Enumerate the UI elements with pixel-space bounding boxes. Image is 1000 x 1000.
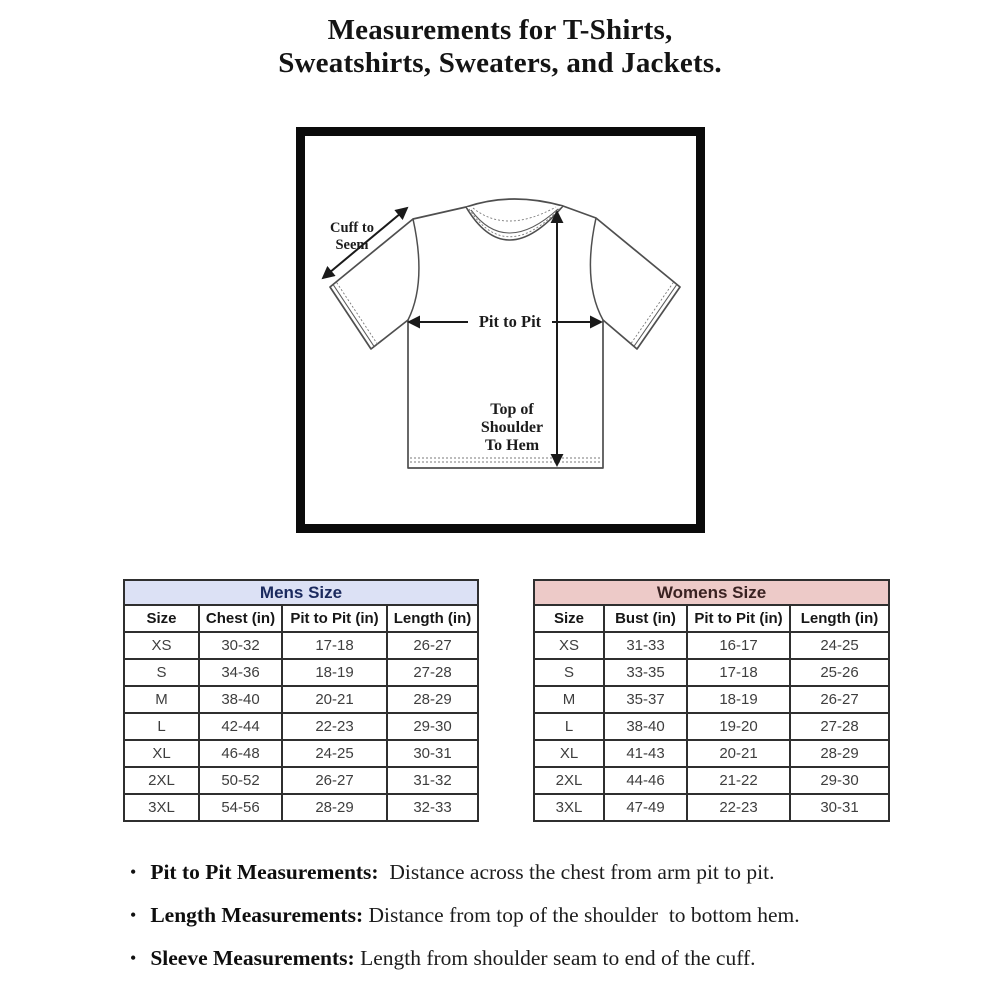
table-row [124, 794, 478, 821]
table-cell: 35-37 [604, 686, 687, 713]
table-cell: 33-35 [604, 659, 687, 686]
table-cell: 41-43 [604, 740, 687, 767]
table-cell: 18-19 [687, 686, 790, 713]
column-header-length: Length (in) [387, 605, 478, 632]
mens-table-title-cell: Mens Size [124, 580, 478, 605]
note-text: Length from shoulder seam to end of the cuff. [354, 946, 756, 970]
table-cell: 26-27 [282, 767, 387, 794]
measurement-notes [130, 860, 930, 989]
table-cell: 28-29 [790, 740, 889, 767]
note-term: Sleeve Measurements: [150, 946, 355, 970]
page-title [0, 14, 1000, 80]
table-cell: 24-25 [790, 632, 889, 659]
table-cell: 27-28 [387, 659, 478, 686]
mens-table-title-row [124, 580, 478, 605]
table-row [534, 713, 889, 740]
column-header-bust: Bust (in) [604, 605, 687, 632]
table-cell: XS [124, 632, 199, 659]
note-item [130, 860, 930, 884]
table-cell: M [534, 686, 604, 713]
table-cell: 18-19 [282, 659, 387, 686]
shoulder-to-hem-label-line1: Top of [490, 401, 534, 418]
table-cell: 31-32 [387, 767, 478, 794]
table-cell: 2XL [534, 767, 604, 794]
table-cell: 20-21 [687, 740, 790, 767]
table-cell: 44-46 [604, 767, 687, 794]
table-cell: 38-40 [604, 713, 687, 740]
table-row [124, 740, 478, 767]
table-cell: 28-29 [387, 686, 478, 713]
table-cell: L [124, 713, 199, 740]
column-header-pit-to-pit: Pit to Pit (in) [687, 605, 790, 632]
table-cell: 42-44 [199, 713, 282, 740]
note-term: Pit to Pit Measurements: [150, 860, 379, 884]
tshirt-diagram-frame [296, 127, 705, 533]
table-row [534, 686, 889, 713]
table-cell: 32-33 [387, 794, 478, 821]
note-item [130, 903, 930, 927]
shoulder-to-hem-label-line2: Shoulder [480, 419, 544, 436]
table-row [534, 740, 889, 767]
note-item [130, 946, 930, 970]
table-cell: 47-49 [604, 794, 687, 821]
table-cell: 29-30 [790, 767, 889, 794]
column-header-size: Size [534, 605, 604, 632]
page-title-line1: Measurements for T-Shirts, [327, 14, 673, 46]
table-cell: 27-28 [790, 713, 889, 740]
table-cell: 17-18 [687, 659, 790, 686]
tshirt-diagram [305, 136, 696, 524]
shoulder-to-hem-label-line3: To Hem [484, 437, 540, 454]
table-cell: XL [124, 740, 199, 767]
page-title-line2: Sweatshirts, Sweaters, and Jackets. [278, 47, 722, 79]
column-header-pit-to-pit: Pit to Pit (in) [282, 605, 387, 632]
mens-table-header-row [124, 605, 478, 632]
womens-table-body [534, 632, 889, 821]
table-row [534, 659, 889, 686]
cuff-to-seam-label-line2: Seem [335, 237, 369, 253]
table-cell: 29-30 [387, 713, 478, 740]
table-cell: 19-20 [687, 713, 790, 740]
mens-table-body [124, 632, 478, 821]
table-cell: 3XL [534, 794, 604, 821]
table-cell: 17-18 [282, 632, 387, 659]
table-cell: 30-31 [790, 794, 889, 821]
table-cell: 31-33 [604, 632, 687, 659]
pit-to-pit-label: Pit to Pit [478, 312, 542, 331]
column-header-length: Length (in) [790, 605, 889, 632]
cuff-to-seam-label-line1: Cuff to [330, 220, 374, 236]
table-row [124, 767, 478, 794]
column-header-size: Size [124, 605, 199, 632]
table-cell: 3XL [124, 794, 199, 821]
womens-table-title-cell: Womens Size [534, 580, 889, 605]
table-cell: S [534, 659, 604, 686]
table-cell: XL [534, 740, 604, 767]
table-cell: 24-25 [282, 740, 387, 767]
table-cell: 30-31 [387, 740, 478, 767]
table-cell: 22-23 [282, 713, 387, 740]
bullet-icon: • [130, 948, 137, 968]
bullet-icon: • [130, 905, 137, 925]
table-cell: 2XL [124, 767, 199, 794]
table-row [124, 632, 478, 659]
table-cell: S [124, 659, 199, 686]
table-row [534, 632, 889, 659]
table-row [534, 794, 889, 821]
table-cell: 26-27 [387, 632, 478, 659]
table-cell: 20-21 [282, 686, 387, 713]
table-cell: 21-22 [687, 767, 790, 794]
womens-table-header-row [534, 605, 889, 632]
womens-size-table [533, 579, 890, 822]
table-cell: 34-36 [199, 659, 282, 686]
table-cell: 26-27 [790, 686, 889, 713]
note-text: Distance across the chest from arm pit to pit. [378, 860, 775, 884]
table-row [124, 659, 478, 686]
table-cell: 38-40 [199, 686, 282, 713]
table-cell: 16-17 [687, 632, 790, 659]
mens-size-table [123, 579, 479, 822]
table-cell: L [534, 713, 604, 740]
table-row [124, 713, 478, 740]
note-text: Distance from top of the shoulder to bottom hem. [363, 903, 800, 927]
table-cell: 25-26 [790, 659, 889, 686]
note-term: Length Measurements: [150, 903, 364, 927]
column-header-chest: Chest (in) [199, 605, 282, 632]
table-row [124, 686, 478, 713]
table-cell: 50-52 [199, 767, 282, 794]
table-cell: M [124, 686, 199, 713]
table-cell: 28-29 [282, 794, 387, 821]
womens-table-title-row [534, 580, 889, 605]
bullet-icon: • [130, 862, 137, 882]
table-cell: XS [534, 632, 604, 659]
table-cell: 30-32 [199, 632, 282, 659]
table-cell: 22-23 [687, 794, 790, 821]
table-cell: 46-48 [199, 740, 282, 767]
table-cell: 54-56 [199, 794, 282, 821]
table-row [534, 767, 889, 794]
